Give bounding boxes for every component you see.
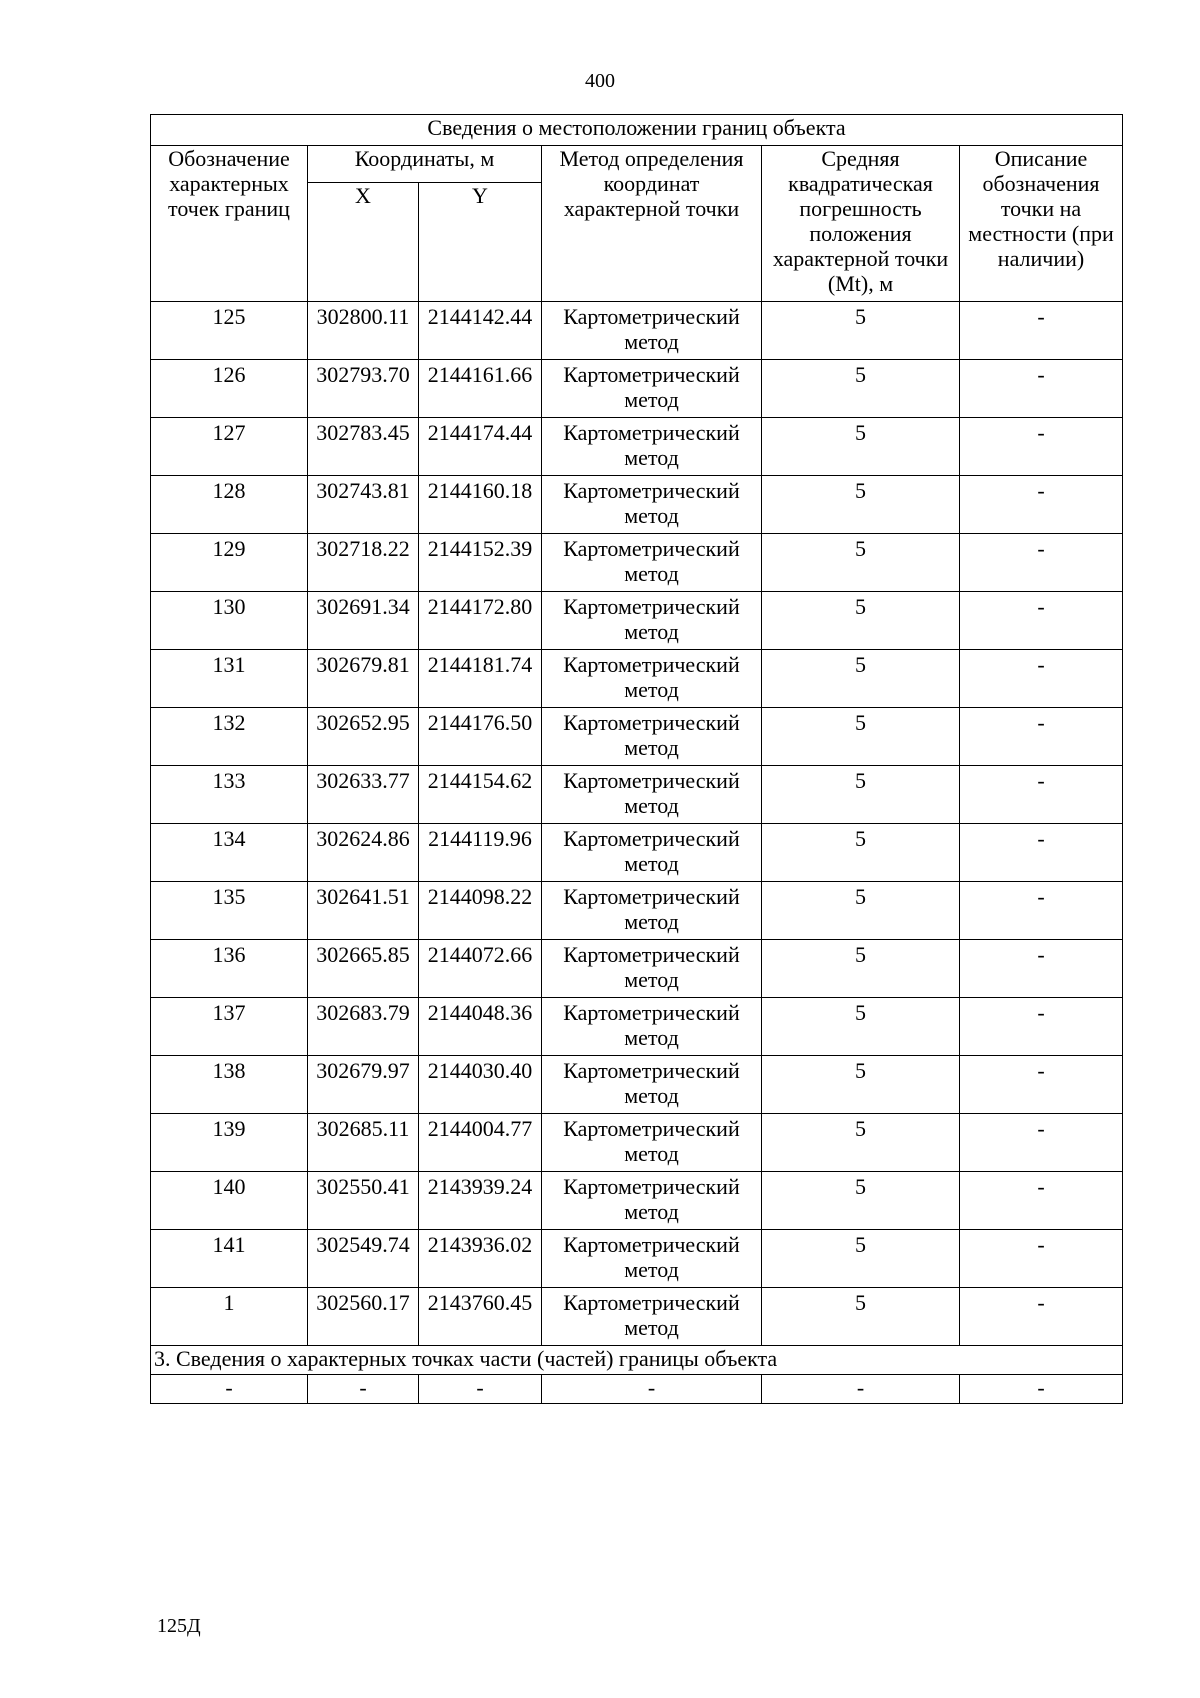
cell-error: 5 — [762, 1172, 960, 1230]
section3-cell: - — [151, 1375, 308, 1404]
cell-y: 2143760.45 — [419, 1288, 542, 1346]
table-row — [151, 1230, 1123, 1288]
cell-y: 2144048.36 — [419, 998, 542, 1056]
table-body — [151, 302, 1123, 1346]
cell-description: - — [960, 940, 1123, 998]
cell-x: 302718.22 — [308, 534, 419, 592]
table-row — [151, 940, 1123, 998]
cell-error: 5 — [762, 418, 960, 476]
cell-x: 302549.74 — [308, 1230, 419, 1288]
header-y: Y — [419, 183, 542, 302]
cell-error: 5 — [762, 766, 960, 824]
cell-y: 2144142.44 — [419, 302, 542, 360]
cell-x: 302685.11 — [308, 1114, 419, 1172]
cell-y: 2144004.77 — [419, 1114, 542, 1172]
table-row — [151, 592, 1123, 650]
cell-error: 5 — [762, 824, 960, 882]
cell-point: 137 — [151, 998, 308, 1056]
cell-point: 128 — [151, 476, 308, 534]
cell-x: 302560.17 — [308, 1288, 419, 1346]
cell-point: 131 — [151, 650, 308, 708]
cell-x: 302633.77 — [308, 766, 419, 824]
cell-error: 5 — [762, 1288, 960, 1346]
cell-method: Картометрический метод — [542, 1114, 762, 1172]
cell-x: 302679.81 — [308, 650, 419, 708]
cell-error: 5 — [762, 476, 960, 534]
cell-point: 127 — [151, 418, 308, 476]
cell-description: - — [960, 824, 1123, 882]
cell-error: 5 — [762, 1114, 960, 1172]
cell-y: 2144172.80 — [419, 592, 542, 650]
cell-method: Картометрический метод — [542, 650, 762, 708]
cell-error: 5 — [762, 650, 960, 708]
cell-error: 5 — [762, 882, 960, 940]
cell-y: 2144174.44 — [419, 418, 542, 476]
cell-error: 5 — [762, 940, 960, 998]
cell-point: 130 — [151, 592, 308, 650]
header-method: Метод определения координат характерной точки — [542, 146, 762, 302]
section3-cell: - — [308, 1375, 419, 1404]
cell-description: - — [960, 766, 1123, 824]
table-caption: Сведения о местоположении границ объекта — [151, 115, 1123, 146]
table-header — [151, 115, 1123, 302]
section3 — [151, 1346, 1123, 1404]
cell-description: - — [960, 708, 1123, 766]
table-row — [151, 824, 1123, 882]
table-row — [151, 882, 1123, 940]
cell-method: Картометрический метод — [542, 824, 762, 882]
cell-method: Картометрический метод — [542, 940, 762, 998]
cell-method: Картометрический метод — [542, 1172, 762, 1230]
cell-point: 1 — [151, 1288, 308, 1346]
cell-point: 125 — [151, 302, 308, 360]
cell-description: - — [960, 650, 1123, 708]
header-error: Средняя квадратическая погрешность положения характерной точки (Mt), м — [762, 146, 960, 302]
cell-point: 141 — [151, 1230, 308, 1288]
table-row — [151, 708, 1123, 766]
header-x: X — [308, 183, 419, 302]
cell-method: Картометрический метод — [542, 534, 762, 592]
cell-point: 132 — [151, 708, 308, 766]
cell-point: 129 — [151, 534, 308, 592]
cell-method: Картометрический метод — [542, 360, 762, 418]
table-row — [151, 1056, 1123, 1114]
section3-row — [151, 1375, 1123, 1404]
cell-x: 302800.11 — [308, 302, 419, 360]
cell-description: - — [960, 882, 1123, 940]
cell-description: - — [960, 1056, 1123, 1114]
cell-point: 140 — [151, 1172, 308, 1230]
cell-y: 2144176.50 — [419, 708, 542, 766]
section3-cell: - — [419, 1375, 542, 1404]
cell-point: 139 — [151, 1114, 308, 1172]
cell-y: 2144152.39 — [419, 534, 542, 592]
cell-description: - — [960, 592, 1123, 650]
cell-point: 126 — [151, 360, 308, 418]
boundary-table — [150, 114, 1123, 1404]
cell-error: 5 — [762, 1056, 960, 1114]
cell-point: 133 — [151, 766, 308, 824]
page-number: 400 — [585, 70, 615, 92]
cell-x: 302691.34 — [308, 592, 419, 650]
cell-description: - — [960, 534, 1123, 592]
cell-x: 302652.95 — [308, 708, 419, 766]
cell-point: 135 — [151, 882, 308, 940]
cell-point: 134 — [151, 824, 308, 882]
section3-title: 3. Сведения о характерных точках части (частей) границы объекта — [151, 1346, 1123, 1375]
table-row — [151, 302, 1123, 360]
cell-description: - — [960, 1230, 1123, 1288]
cell-y: 2143936.02 — [419, 1230, 542, 1288]
table-row — [151, 1288, 1123, 1346]
cell-description: - — [960, 476, 1123, 534]
cell-x: 302793.70 — [308, 360, 419, 418]
section3-cell: - — [762, 1375, 960, 1404]
cell-error: 5 — [762, 534, 960, 592]
cell-description: - — [960, 418, 1123, 476]
cell-method: Картометрический метод — [542, 302, 762, 360]
cell-method: Картометрический метод — [542, 882, 762, 940]
document-code: 125Д — [157, 1615, 201, 1637]
cell-error: 5 — [762, 1230, 960, 1288]
table-row — [151, 998, 1123, 1056]
table-row — [151, 1114, 1123, 1172]
cell-y: 2144154.62 — [419, 766, 542, 824]
cell-method: Картометрический метод — [542, 766, 762, 824]
cell-description: - — [960, 998, 1123, 1056]
cell-y: 2143939.24 — [419, 1172, 542, 1230]
cell-y: 2144160.18 — [419, 476, 542, 534]
header-point: Обозначение характерных точек границ — [151, 146, 308, 302]
cell-error: 5 — [762, 708, 960, 766]
cell-y: 2144119.96 — [419, 824, 542, 882]
cell-y: 2144030.40 — [419, 1056, 542, 1114]
table-row — [151, 360, 1123, 418]
cell-method: Картометрический метод — [542, 592, 762, 650]
cell-x: 302641.51 — [308, 882, 419, 940]
table-row — [151, 534, 1123, 592]
cell-description: - — [960, 1172, 1123, 1230]
cell-y: 2144181.74 — [419, 650, 542, 708]
cell-description: - — [960, 302, 1123, 360]
cell-method: Картометрический метод — [542, 1288, 762, 1346]
table-row — [151, 766, 1123, 824]
cell-method: Картометрический метод — [542, 708, 762, 766]
cell-y: 2144161.66 — [419, 360, 542, 418]
cell-x: 302743.81 — [308, 476, 419, 534]
cell-x: 302624.86 — [308, 824, 419, 882]
cell-x: 302665.85 — [308, 940, 419, 998]
cell-error: 5 — [762, 302, 960, 360]
cell-point: 138 — [151, 1056, 308, 1114]
cell-method: Картометрический метод — [542, 1056, 762, 1114]
cell-description: - — [960, 1288, 1123, 1346]
cell-method: Картометрический метод — [542, 998, 762, 1056]
cell-method: Картометрический метод — [542, 418, 762, 476]
cell-error: 5 — [762, 998, 960, 1056]
cell-x: 302550.41 — [308, 1172, 419, 1230]
section3-cell: - — [960, 1375, 1123, 1404]
cell-y: 2144098.22 — [419, 882, 542, 940]
cell-method: Картометрический метод — [542, 476, 762, 534]
cell-point: 136 — [151, 940, 308, 998]
cell-x: 302683.79 — [308, 998, 419, 1056]
header-description: Описание обозначения точки на местности (при наличии) — [960, 146, 1123, 302]
table-row — [151, 418, 1123, 476]
cell-x: 302783.45 — [308, 418, 419, 476]
cell-description: - — [960, 1114, 1123, 1172]
cell-error: 5 — [762, 360, 960, 418]
table-row — [151, 1172, 1123, 1230]
cell-y: 2144072.66 — [419, 940, 542, 998]
header-coordinates: Координаты, м — [308, 146, 542, 183]
section3-cell: - — [542, 1375, 762, 1404]
cell-method: Картометрический метод — [542, 1230, 762, 1288]
cell-error: 5 — [762, 592, 960, 650]
table-row — [151, 650, 1123, 708]
cell-description: - — [960, 360, 1123, 418]
table-row — [151, 476, 1123, 534]
cell-x: 302679.97 — [308, 1056, 419, 1114]
